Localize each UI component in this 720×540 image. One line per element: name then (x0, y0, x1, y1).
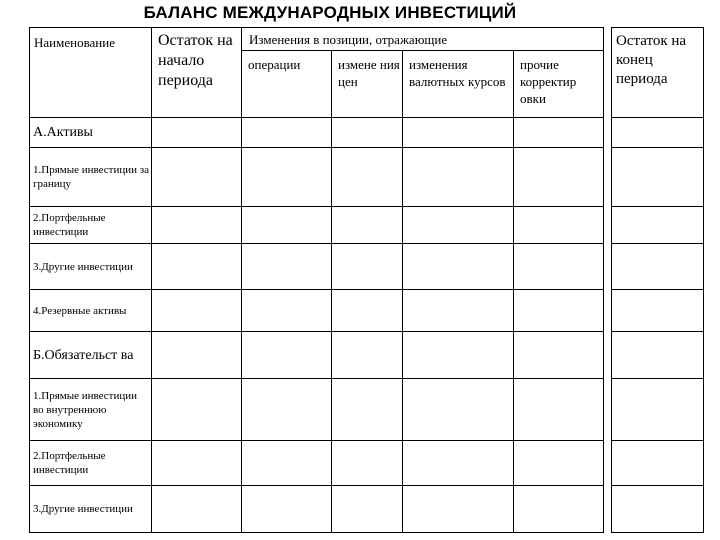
column-gap (604, 486, 612, 533)
row-label: 2.Портфельные инвестиции (30, 207, 152, 244)
empty-cell (514, 379, 604, 441)
page-title: БАЛАНС МЕЖДУНАРОДНЫХ ИНВЕСТИЦИЙ (143, 3, 517, 22)
column-gap (604, 379, 612, 441)
empty-cell (612, 441, 704, 486)
table-row (30, 332, 704, 379)
empty-cell (152, 118, 242, 148)
row-label: А.Активы (30, 118, 152, 148)
header-operations: операции (242, 51, 332, 118)
row-label: 1.Прямые инвестиции за границу (30, 148, 152, 207)
row-label: 4.Резервные активы (30, 290, 152, 332)
header-end-balance: Остаток на конец периода (612, 28, 704, 118)
table-row (30, 441, 704, 486)
empty-cell (403, 441, 514, 486)
header-name: Наименование (30, 28, 152, 118)
header-fx-changes: изменения валютных курсов (403, 51, 514, 118)
row-label: 2.Портфельные инвестиции (30, 441, 152, 486)
table-row (30, 118, 704, 148)
column-gap (604, 441, 612, 486)
empty-cell (403, 207, 514, 244)
table-row (30, 486, 704, 533)
empty-cell (514, 207, 604, 244)
empty-cell (152, 332, 242, 379)
header-other-adjustments: прочие корректир овки (514, 51, 604, 118)
empty-cell (514, 332, 604, 379)
empty-cell (152, 290, 242, 332)
empty-cell (332, 379, 403, 441)
empty-cell (612, 486, 704, 533)
empty-cell (242, 332, 332, 379)
column-gap (604, 28, 612, 118)
empty-cell (514, 244, 604, 290)
empty-cell (514, 290, 604, 332)
empty-cell (612, 244, 704, 290)
empty-cell (403, 486, 514, 533)
column-gap (604, 290, 612, 332)
empty-cell (242, 148, 332, 207)
empty-cell (514, 486, 604, 533)
table-row (30, 290, 704, 332)
header-start-balance: Остаток на начало периода (152, 28, 242, 118)
empty-cell (514, 118, 604, 148)
empty-cell (152, 441, 242, 486)
header-changes: Изменения в позиции, отражающие (242, 28, 604, 51)
empty-cell (332, 332, 403, 379)
row-label: 3.Другие инвестиции (30, 486, 152, 533)
column-gap (604, 332, 612, 379)
empty-cell (242, 486, 332, 533)
empty-cell (403, 118, 514, 148)
empty-cell (152, 379, 242, 441)
table-row (30, 244, 704, 290)
row-label: 1.Прямые инвестиции во внутреннюю экономику (30, 379, 152, 441)
header-price-changes: измене ния цен (332, 51, 403, 118)
empty-cell (242, 290, 332, 332)
empty-cell (612, 118, 704, 148)
empty-cell (403, 148, 514, 207)
empty-cell (612, 290, 704, 332)
empty-cell (332, 148, 403, 207)
empty-cell (242, 118, 332, 148)
empty-cell (403, 332, 514, 379)
table-row (30, 207, 704, 244)
empty-cell (242, 244, 332, 290)
empty-cell (514, 441, 604, 486)
empty-cell (403, 379, 514, 441)
empty-cell (612, 207, 704, 244)
empty-cell (514, 148, 604, 207)
column-gap (604, 244, 612, 290)
empty-cell (152, 486, 242, 533)
empty-cell (242, 379, 332, 441)
empty-cell (612, 148, 704, 207)
empty-cell (403, 290, 514, 332)
empty-cell (152, 207, 242, 244)
row-label: 3.Другие инвестиции (30, 244, 152, 290)
empty-cell (242, 441, 332, 486)
empty-cell (332, 290, 403, 332)
empty-cell (403, 244, 514, 290)
investment-balance-table (29, 27, 704, 533)
empty-cell (612, 332, 704, 379)
column-gap (604, 148, 612, 207)
table-row (30, 379, 704, 441)
empty-cell (152, 244, 242, 290)
empty-cell (152, 148, 242, 207)
empty-cell (332, 441, 403, 486)
empty-cell (332, 486, 403, 533)
table-row (30, 148, 704, 207)
column-gap (604, 207, 612, 244)
empty-cell (332, 244, 403, 290)
empty-cell (332, 118, 403, 148)
column-gap (604, 118, 612, 148)
row-label: Б.Обязательст ва (30, 332, 152, 379)
empty-cell (612, 379, 704, 441)
empty-cell (332, 207, 403, 244)
empty-cell (242, 207, 332, 244)
